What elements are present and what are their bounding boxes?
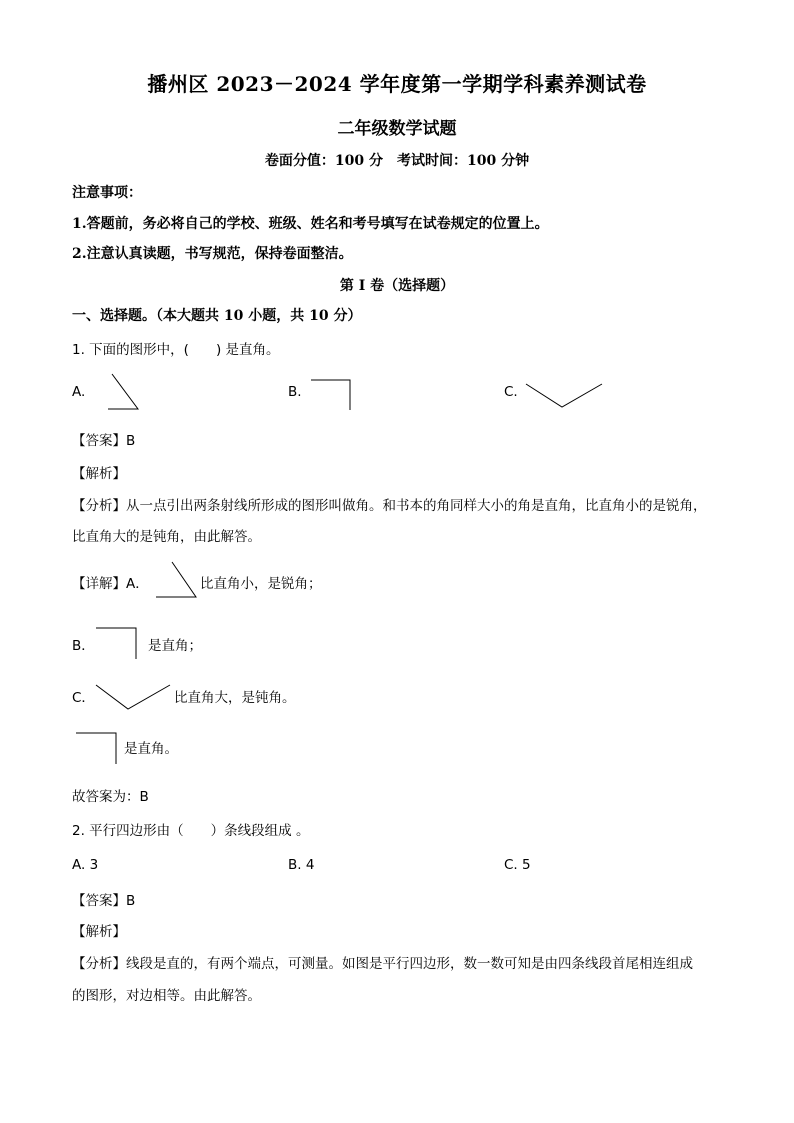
q2-analysis-line: 的图形，对边相等。由此解答。 [72,988,261,1004]
acute-angle-figure [108,372,142,412]
q1-detail-a-text: 比直角小，是锐角； [200,576,322,592]
q1-analysis-line: 【分析】从一点引出两条射线所形成的图形叫做角。和书本的角同样大小的角是直角，比直角小的是锐角， [72,498,707,514]
volume-title: 第 I 卷（选择题） [339,278,455,294]
acute-angle-figure [154,560,202,602]
notice-item: 1.答题前，务必将自己的学校、班级、姓名和考号填写在试卷规定的位置上。 [72,216,549,232]
right-angle-figure [310,377,354,413]
notice-heading: 注意事项： [72,185,142,201]
q2-option-c: C. 5 [504,857,531,873]
q2-answer: 【答案】B [72,893,136,909]
q2-analysis-line: 【分析】线段是直的，有两个端点，可测量。如图是平行四边形，数一数可知是由四条线段首尾相连组成 [72,956,693,972]
notice-item: 2.注意认真读题，书写规范，保持卷面整洁。 [72,246,353,262]
q1-detail-ref-text: 是直角。 [124,741,178,757]
q1-analysis-line: 比直角大的是钝角，由此解答。 [72,529,261,545]
q1-option-c-label: C. [504,384,518,400]
q1-detail-a-prefix: 【详解】A． [72,576,149,592]
question-1-stem: 1. 下面的图形中，( ) 是直角。 [72,342,280,358]
section-title: 一、选择题。（本大题共 10 小题，共 10 分） [72,308,362,324]
q1-conclusion: 故答案为：B [72,789,149,805]
exam-title: 播州区 2023－2024 学年度第一学期学科素养测试卷 [147,72,647,96]
question-2-stem: 2. 平行四边形由（ ）条线段组成 。 [72,823,310,839]
q1-analysis-tag: 【解析】 [72,466,126,482]
q1-detail-b-text: 是直角； [148,638,202,654]
q1-answer: 【答案】B [72,433,136,449]
q1-detail-b-prefix: B． [72,638,95,654]
right-angle-figure [94,626,142,662]
obtuse-angle-figure [94,682,174,714]
q1-option-b-label: B. [288,384,302,400]
q1-option-a-label: A. [72,384,86,400]
q2-analysis-tag: 【解析】 [72,924,126,940]
exam-subtitle: 二年级数学试题 [337,119,457,139]
q2-option-b: B. 4 [288,857,315,873]
q1-detail-c-prefix: C． [72,690,95,706]
q1-detail-c-text: 比直角大，是钝角。 [174,690,296,706]
q2-option-a: A. 3 [72,857,99,873]
obtuse-angle-figure [524,380,606,410]
right-angle-figure [74,731,120,767]
exam-meta: 卷面分值：100 分 考试时间：100 分钟 [264,153,530,169]
